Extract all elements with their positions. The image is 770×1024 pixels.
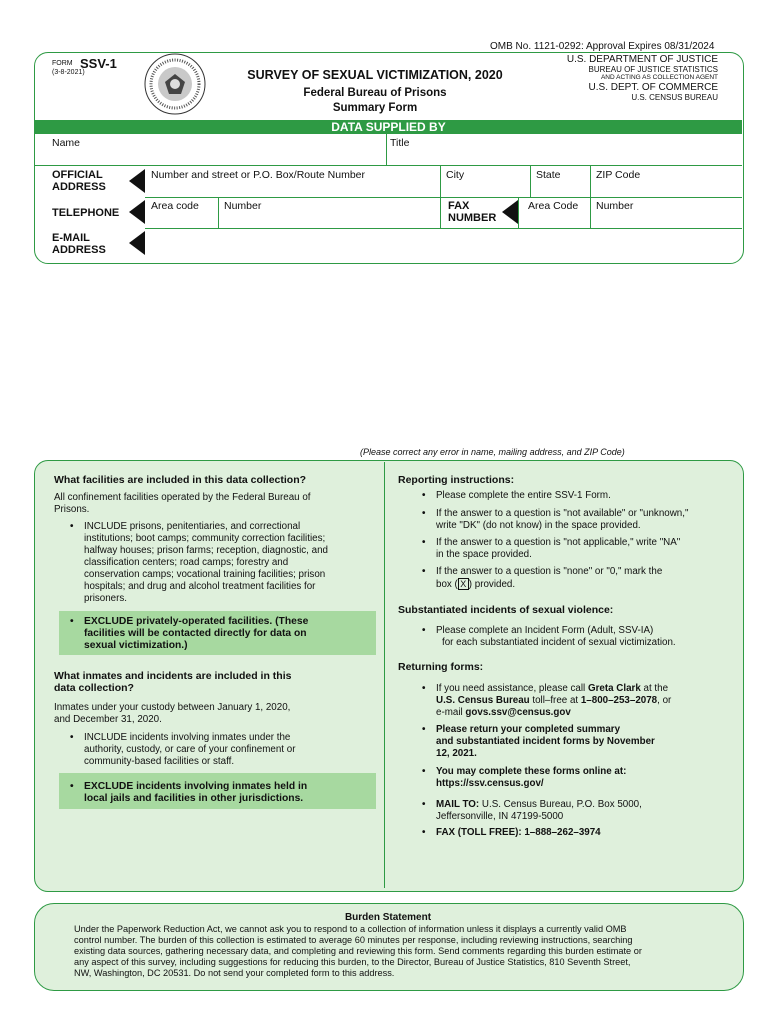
agency-collection: AND ACTING AS COLLECTION AGENT bbox=[600, 74, 718, 81]
doj-seal-icon bbox=[143, 52, 207, 116]
data-supplied-banner: DATA SUPPLIED BY bbox=[35, 120, 742, 134]
telephone-label: TELEPHONE bbox=[52, 207, 120, 219]
survey-subtitle: Federal Bureau of Prisons bbox=[303, 87, 447, 99]
survey-form-name: Summary Form bbox=[332, 102, 418, 114]
burden-title: Burden Statement bbox=[344, 912, 432, 923]
fax-item: • FAX (TOLL FREE): 1–888–262–3974 bbox=[422, 827, 601, 838]
official-address-label: OFFICIAL ADDRESS bbox=[52, 169, 106, 193]
title-field[interactable]: Title bbox=[390, 137, 410, 149]
left-triangle-icon bbox=[129, 169, 145, 193]
include-facilities-item: • INCLUDE prisons, penitentiaries, and correctional institutions; boot camps; community correction facilities; halfway houses; prison farms; reception, diagnostic, and classification centers; road camps; forestry and conservation camps; vocational training facilities; prison hospitals; and drug and alcohol treatment facilities for prisoners. bbox=[70, 521, 328, 604]
correction-note: (Please correct any error in name, mailing address, and ZIP Code) bbox=[360, 447, 625, 457]
phone-number-field[interactable]: Number bbox=[224, 200, 262, 212]
substantiated-heading: Substantiated incidents of sexual violence: bbox=[398, 604, 614, 616]
reporting-item-dk: • If the answer to a question is "not available" or "unknown," write "DK" (do not know) in the space provided. bbox=[422, 508, 689, 531]
returning-heading: Returning forms: bbox=[398, 661, 484, 673]
form-label: FORM bbox=[52, 60, 73, 67]
form-date: (3-8-2021) bbox=[52, 69, 85, 76]
left-triangle-icon bbox=[129, 200, 145, 224]
agency-commerce: U.S. DEPT. OF COMMERCE bbox=[588, 82, 718, 93]
reporting-heading: Reporting instructions: bbox=[398, 474, 515, 486]
survey-title: SURVEY OF SEXUAL VICTIMIZATION, 2020 bbox=[247, 68, 503, 82]
agency-census: U.S. CENSUS BUREAU bbox=[631, 93, 718, 102]
exclude-incidents-item: • EXCLUDE incidents involving inmates held in local jails and facilities in other jurisdictions. bbox=[70, 781, 308, 804]
fax-area-code-field[interactable]: Area Code bbox=[528, 200, 579, 212]
agency-doj: U.S. DEPARTMENT OF JUSTICE bbox=[566, 54, 718, 65]
zip-field[interactable]: ZIP Code bbox=[596, 169, 641, 181]
return-deadline-item: • Please return your completed summary and substantiated incident forms by November 12, 2021. bbox=[422, 724, 655, 759]
phone-area-code-field[interactable]: Area code bbox=[151, 200, 199, 212]
include-incidents-item: • INCLUDE incidents involving inmates under the authority, custody, or care of your confinement or community-based facilities or staff. bbox=[70, 732, 296, 767]
column-divider bbox=[384, 462, 385, 888]
left-triangle-icon bbox=[502, 200, 518, 224]
burden-text: Under the Paperwork Reduction Act, we cannot ask you to respond to a collection of information unless it displays a currently valid OMB control number. The burden of this collection is estimated to average 60 minutes per response, including reviewing instructions, searching existing data sources, gathering necessary data, and completing and reviewing this form. Send comments regarding this burden estimate or any aspect of this survey, including suggestions for reducing this burden, to the Director, Bureau of Justice Statistics, 810 Seventh Street, NW, Washington, DC 20531. Do not send your completed form to this address. bbox=[74, 924, 642, 978]
online-item: • You may complete these forms online at: https://ssv.census.gov/ bbox=[422, 766, 627, 789]
fax-number-field[interactable]: Number bbox=[596, 200, 634, 212]
incident-form-item: • Please complete an Incident Form (Adult, SSV-IA) for each substantiated incident of sexual victimization. bbox=[422, 625, 676, 648]
agency-bjs: BUREAU OF JUSTICE STATISTICS bbox=[588, 65, 718, 74]
email-field[interactable] bbox=[151, 232, 731, 254]
reporting-item-na: • If the answer to a question is "not applicable," write "NA" in the space provided. bbox=[422, 537, 681, 560]
name-field[interactable]: Name bbox=[52, 137, 81, 149]
checkbox-example-icon: X bbox=[458, 578, 469, 590]
mail-to-item: • MAIL TO: U.S. Census Bureau, P.O. Box 5000, Jeffersonville, IN 47199-5000 bbox=[422, 799, 642, 822]
form-number: SSV-1 bbox=[80, 56, 117, 71]
state-field[interactable]: State bbox=[536, 169, 561, 181]
inmates-text: Inmates under your custody between January 1, 2020, and December 31, 2020. bbox=[54, 702, 291, 725]
reporting-item-none: • If the answer to a question is "none" or "0," mark the box ( X ) provided. bbox=[422, 566, 663, 590]
assistance-item: • If you need assistance, please call Greta Clark at the U.S. Census Bureau toll–free at 1–800–253–2078, or e-mail govs.ssv@census.gov bbox=[422, 683, 672, 718]
online-url-link[interactable]: https://ssv.census.gov/ bbox=[436, 778, 544, 789]
facilities-heading: What facilities are included in this data collection? bbox=[54, 474, 307, 486]
omb-number: OMB No. 1121-0292: Approval Expires 08/31/2024 bbox=[490, 41, 715, 52]
fax-number-label: FAX NUMBER bbox=[448, 200, 497, 224]
census-email-link[interactable]: govs.ssv@census.gov bbox=[465, 707, 571, 718]
email-address-label: E-MAIL ADDRESS bbox=[52, 232, 106, 256]
reporting-item-complete: • Please complete the entire SSV-1 Form. bbox=[422, 490, 611, 501]
facilities-text: All confinement facilities operated by the Federal Bureau of Prisons. bbox=[54, 492, 311, 515]
left-triangle-icon bbox=[129, 231, 145, 255]
street-field[interactable]: Number and street or P.O. Box/Route Number bbox=[151, 169, 365, 181]
exclude-facilities-item: • EXCLUDE privately-operated facilities. (These facilities will be contacted directly for data on sexual victimization.) bbox=[70, 616, 309, 651]
inmates-heading: What inmates and incidents are included in this data collection? bbox=[54, 670, 292, 694]
city-field[interactable]: City bbox=[446, 169, 465, 181]
